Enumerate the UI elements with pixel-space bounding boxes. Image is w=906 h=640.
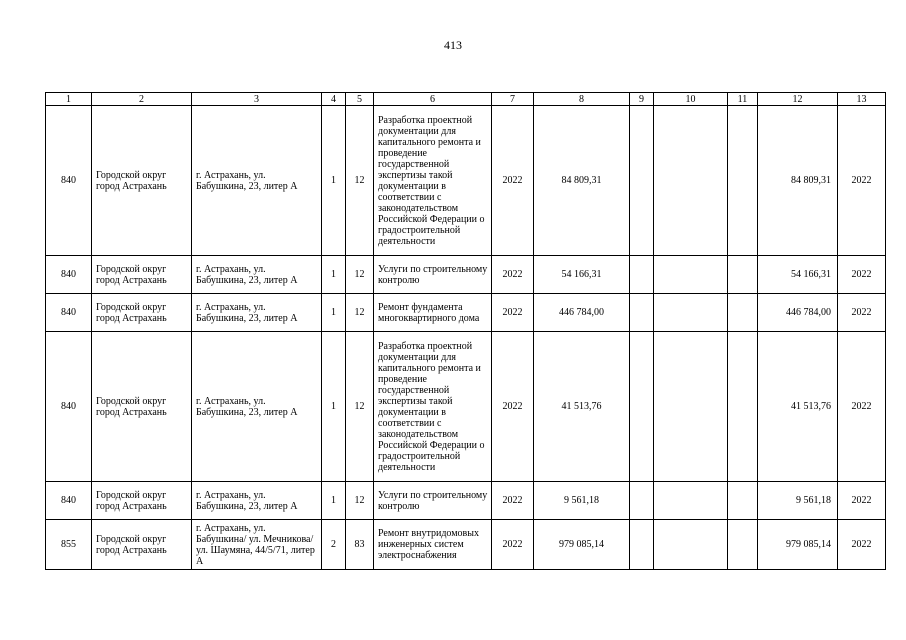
year-cell: 2022 (492, 106, 534, 256)
year-cell: 2022 (492, 332, 534, 482)
total-cell: 84 809,31 (758, 106, 838, 256)
address-cell: г. Астрахань, ул. Бабушкина, 23, литер А (192, 256, 322, 294)
col4-cell: 2 (322, 520, 346, 570)
amount-cell: 54 166,31 (534, 256, 630, 294)
col5-cell: 12 (346, 106, 374, 256)
col9-cell (630, 294, 654, 332)
id-cell: 840 (46, 294, 92, 332)
address-cell: г. Астрахань, ул. Бабушкина, 23, литер А (192, 106, 322, 256)
col10-cell (654, 256, 728, 294)
year-cell: 2022 (492, 520, 534, 570)
table-row (46, 332, 886, 482)
end-year-cell: 2022 (838, 332, 886, 482)
municipality-cell: Городской округ город Астрахань (92, 332, 192, 482)
col10-cell (654, 106, 728, 256)
col5-cell: 12 (346, 256, 374, 294)
column-number-cell: 8 (534, 93, 630, 106)
address-cell: г. Астрахань, ул. Бабушкина, 23, литер А (192, 332, 322, 482)
col10-cell (654, 520, 728, 570)
end-year-cell: 2022 (838, 520, 886, 570)
amount-cell: 9 561,18 (534, 482, 630, 520)
work-type-cell: Разработка проектной документации для капитального ремонта и проведение государственной экспертизы такой документации в соответствии с законодательством Российской Федерации о градостроительной деятельности (374, 332, 492, 482)
end-year-cell: 2022 (838, 256, 886, 294)
column-number-cell: 7 (492, 93, 534, 106)
column-number-row (46, 93, 886, 106)
id-cell: 840 (46, 256, 92, 294)
municipality-cell: Городской округ город Астрахань (92, 256, 192, 294)
work-type-cell: Услуги по строительному контролю (374, 482, 492, 520)
col4-cell: 1 (322, 256, 346, 294)
end-year-cell: 2022 (838, 482, 886, 520)
data-table (45, 92, 886, 570)
municipality-cell: Городской округ город Астрахань (92, 106, 192, 256)
col5-cell: 12 (346, 482, 374, 520)
amount-cell: 41 513,76 (534, 332, 630, 482)
work-type-cell: Разработка проектной документации для капитального ремонта и проведение государственной экспертизы такой документации в соответствии с законодательством Российской Федерации о градостроительной деятельности (374, 106, 492, 256)
col4-cell: 1 (322, 294, 346, 332)
col11-cell (728, 332, 758, 482)
col11-cell (728, 482, 758, 520)
municipality-cell: Городской округ город Астрахань (92, 294, 192, 332)
col4-cell: 1 (322, 106, 346, 256)
table-row (46, 294, 886, 332)
col9-cell (630, 106, 654, 256)
year-cell: 2022 (492, 294, 534, 332)
col4-cell: 1 (322, 332, 346, 482)
page-number: 413 (444, 38, 462, 52)
amount-cell: 979 085,14 (534, 520, 630, 570)
column-number-cell: 9 (630, 93, 654, 106)
col10-cell (654, 294, 728, 332)
year-cell: 2022 (492, 256, 534, 294)
col10-cell (654, 332, 728, 482)
table-row (46, 520, 886, 570)
column-number-cell: 4 (322, 93, 346, 106)
col9-cell (630, 520, 654, 570)
table-row (46, 256, 886, 294)
column-number-cell: 10 (654, 93, 728, 106)
col5-cell: 12 (346, 332, 374, 482)
work-type-cell: Услуги по строительному контролю (374, 256, 492, 294)
total-cell: 9 561,18 (758, 482, 838, 520)
municipality-cell: Городской округ город Астрахань (92, 520, 192, 570)
column-number-cell: 2 (92, 93, 192, 106)
amount-cell: 446 784,00 (534, 294, 630, 332)
column-number-cell: 11 (728, 93, 758, 106)
total-cell: 41 513,76 (758, 332, 838, 482)
year-cell: 2022 (492, 482, 534, 520)
table-row (46, 482, 886, 520)
col5-cell: 12 (346, 294, 374, 332)
col11-cell (728, 106, 758, 256)
total-cell: 979 085,14 (758, 520, 838, 570)
municipality-cell: Городской округ город Астрахань (92, 482, 192, 520)
col9-cell (630, 256, 654, 294)
col11-cell (728, 294, 758, 332)
column-number-cell: 13 (838, 93, 886, 106)
column-number-cell: 3 (192, 93, 322, 106)
total-cell: 446 784,00 (758, 294, 838, 332)
col11-cell (728, 520, 758, 570)
id-cell: 840 (46, 332, 92, 482)
end-year-cell: 2022 (838, 294, 886, 332)
col10-cell (654, 482, 728, 520)
table-row (46, 106, 886, 256)
column-number-cell: 12 (758, 93, 838, 106)
col9-cell (630, 332, 654, 482)
total-cell: 54 166,31 (758, 256, 838, 294)
amount-cell: 84 809,31 (534, 106, 630, 256)
id-cell: 855 (46, 520, 92, 570)
end-year-cell: 2022 (838, 106, 886, 256)
work-type-cell: Ремонт внутридомовых инженерных систем электроснабжения (374, 520, 492, 570)
column-number-cell: 5 (346, 93, 374, 106)
address-cell: г. Астрахань, ул. Бабушкина/ ул. Мечникова/ ул. Шаумяна, 44/5/71, литер А (192, 520, 322, 570)
id-cell: 840 (46, 106, 92, 256)
address-cell: г. Астрахань, ул. Бабушкина, 23, литер А (192, 294, 322, 332)
col4-cell: 1 (322, 482, 346, 520)
column-number-cell: 6 (374, 93, 492, 106)
address-cell: г. Астрахань, ул. Бабушкина, 23, литер А (192, 482, 322, 520)
col9-cell (630, 482, 654, 520)
column-number-cell: 1 (46, 93, 92, 106)
id-cell: 840 (46, 482, 92, 520)
col11-cell (728, 256, 758, 294)
work-type-cell: Ремонт фундамента многоквартирного дома (374, 294, 492, 332)
col5-cell: 83 (346, 520, 374, 570)
